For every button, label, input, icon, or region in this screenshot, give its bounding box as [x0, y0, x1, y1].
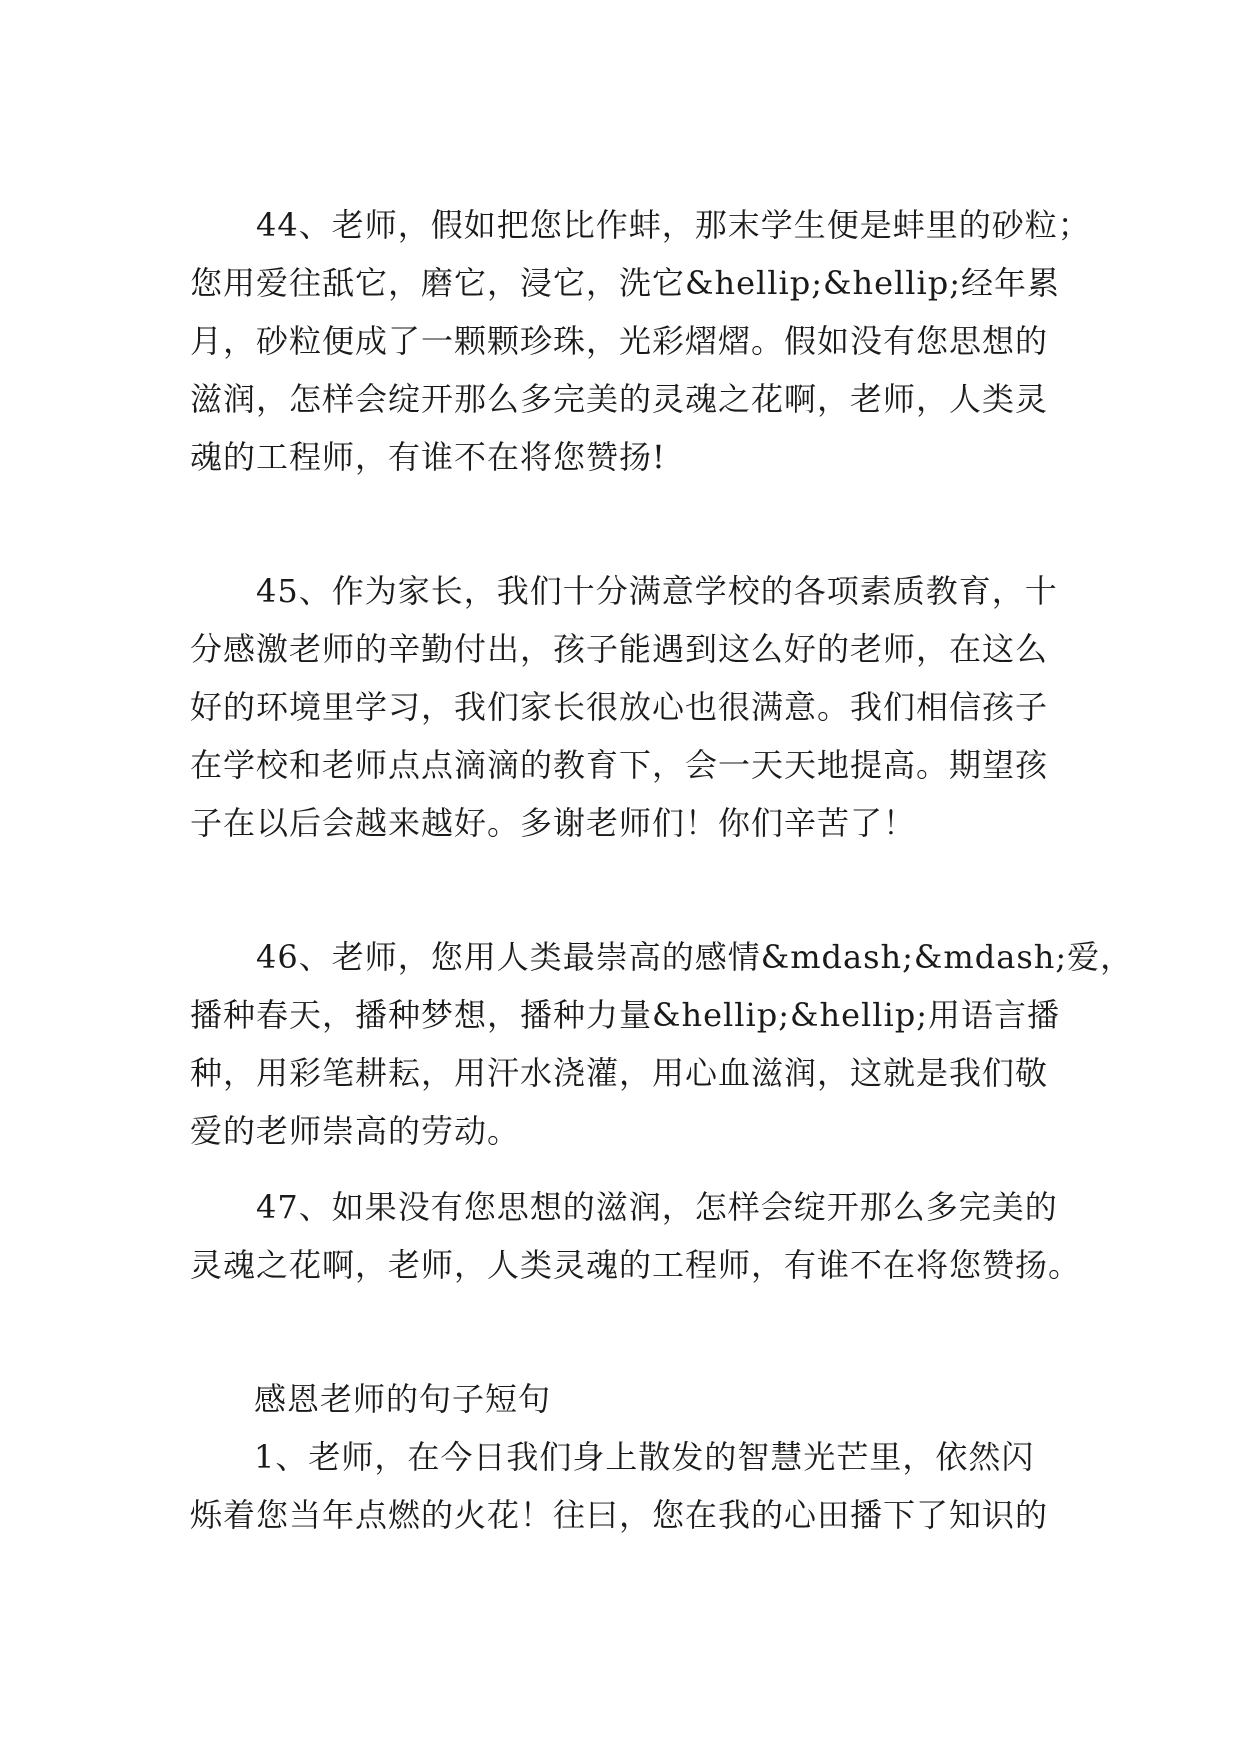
paragraph-line: 47、如果没有您思想的滋润，怎样会绽开那么多完美的	[256, 1188, 1058, 1226]
paragraph-line: 魂的工程师，有谁不在将您赞扬!	[190, 438, 666, 476]
section-heading	[190, 1370, 1050, 1428]
paragraph-line: 45、作为家长，我们十分满意学校的各项素质教育，十	[256, 572, 1058, 610]
paragraph-line: 月，砂粒便成了一颗颗珍珠，光彩熠熠。假如没有您思想的	[190, 322, 1049, 360]
paragraph-line: 您用爱往舐它，磨它，浸它，洗它&hellip;&hellip;经年累	[190, 264, 1061, 302]
paragraph-44	[190, 196, 1091, 486]
paragraph-46	[190, 928, 1134, 1160]
paragraph-line: 1、老师，在今日我们身上散发的智慧光芒里，依然闪	[254, 1438, 1035, 1476]
paragraph-line: 滋润，怎样会绽开那么多完美的灵魂之花啊，老师，人类灵	[190, 380, 1049, 418]
paragraph-line: 好的环境里学习，我们家长很放心也很满意。我们相信孩子	[190, 688, 1049, 726]
paragraph-line: 种，用彩笔耕耘，用汗水浇灌，用心血滋润，这就是我们敬	[190, 1054, 1049, 1092]
paragraph-line: 子在以后会越来越好。多谢老师们！你们辛苦了！	[190, 804, 917, 842]
paragraph-1	[190, 1428, 1050, 1544]
paragraph-47	[190, 1178, 1082, 1294]
paragraph-line: 爱的老师崇高的劳动。	[190, 1112, 521, 1150]
paragraph-line: 在学校和老师点点滴滴的教育下，会一天天地提高。期望孩	[190, 746, 1049, 784]
paragraph-line: 分感激老师的辛勤付出，孩子能遇到这么好的老师，在这么	[190, 630, 1049, 668]
paragraph-line: 44、老师，假如把您比作蚌，那末学生便是蚌里的砂粒；	[256, 206, 1091, 244]
paragraph-line: 播种春天，播种梦想，播种力量&hellip;&hellip;用语言播	[190, 996, 1061, 1034]
paragraph-line: 46、老师，您用人类最崇高的感情&mdash;&mdash;爱，	[256, 938, 1134, 976]
paragraph-45	[190, 562, 1058, 852]
paragraph-line: 灵魂之花啊，老师，人类灵魂的工程师，有谁不在将您赞扬。	[190, 1246, 1082, 1284]
section-heading-text: 感恩老师的句子短句	[254, 1380, 552, 1418]
paragraph-line: 烁着您当年点燃的火花！往曰，您在我的心田播下了知识的	[190, 1496, 1049, 1534]
